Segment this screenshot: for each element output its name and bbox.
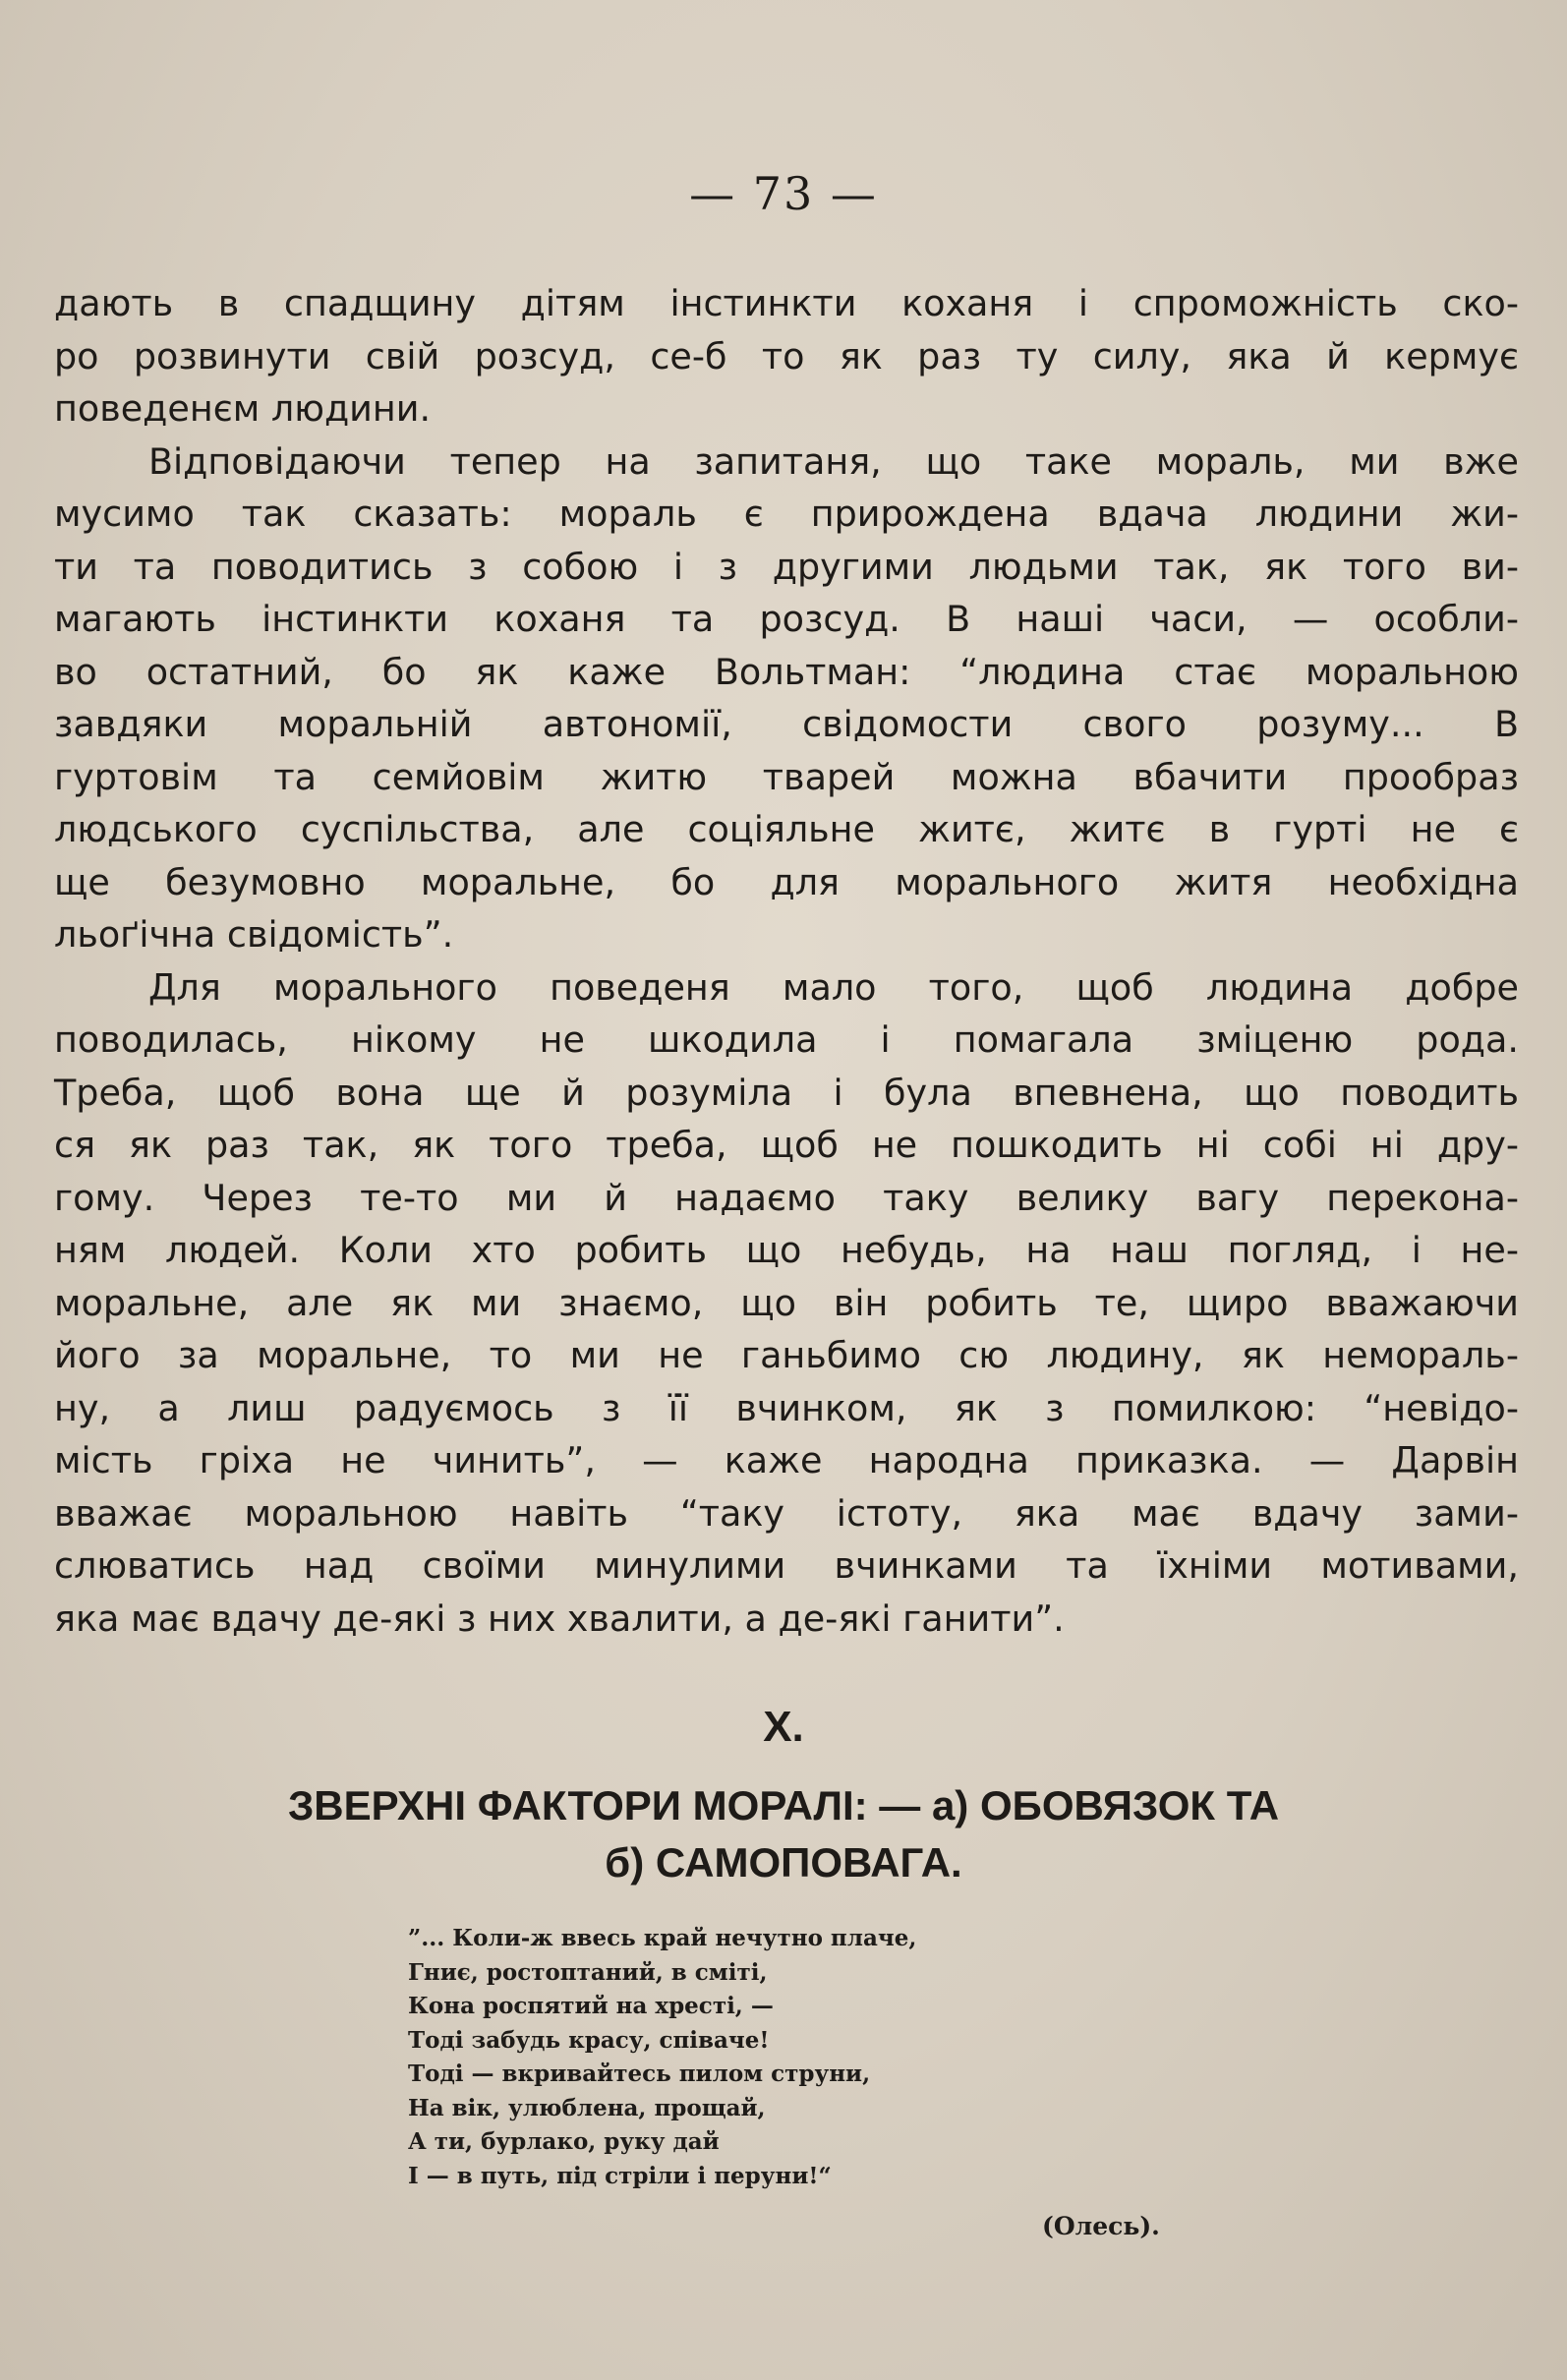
paragraph-1	[54, 277, 1519, 435]
text-line: моральне, але як ми знаємо, що він робить те, щиро вважаючи	[54, 1281, 1519, 1324]
epigraph-line: Кона роспятий на хресті, —	[408, 1993, 774, 2019]
body-text	[54, 277, 1519, 1645]
epigraph-line: ”... Коли-ж ввесь край нечутно плаче,	[408, 1925, 917, 1951]
text-line: яка має вдачу де-які з них хвалити, а де-які ганити”.	[54, 1596, 1065, 1640]
epigraph	[408, 1922, 1096, 2193]
epigraph-line: Тоді — вкривайтесь пилом струни,	[408, 2061, 871, 2087]
text-line: ням людей. Коли хто робить що небудь, на наш погляд, і не-	[54, 1229, 1519, 1271]
chapter-title	[0, 1777, 1567, 1891]
epigraph-line: Тоді забудь красу, співаче!	[408, 2026, 770, 2054]
text-line: гому. Через те-то ми й надаємо таку велику вагу переконa-	[54, 1176, 1519, 1219]
chapter-title-line: б) САМОПОВАГА.	[605, 1839, 962, 1886]
epigraph-line: На вік, улюблена, прощай,	[408, 2094, 766, 2121]
text-line: завдяки моральній автономії, свідомости свого розуму... В	[54, 703, 1519, 745]
text-line: Для морального поведеня мало того, щоб людина добре	[148, 965, 1519, 1009]
text-line: вважає моральною навіть “таку істоту, яка має вдачу зами-	[54, 1491, 1519, 1535]
text-line: поводилась, нікому не шкодила і помагала зміценю рода.	[54, 1018, 1519, 1061]
text-line: поведенєм людини.	[54, 387, 432, 430]
paragraph-2	[54, 435, 1519, 961]
text-line: ще безумовно моральне, бо для морального житя необхідна	[54, 860, 1519, 903]
text-line: дають в спадщину дітям інстинкти коханя і спроможність ско-	[54, 282, 1519, 324]
text-line: слюватись над своїми минулими вчинками та їхніми мотивами,	[54, 1544, 1519, 1587]
text-line: ну, а лиш радуємось з її вчинком, як з помилкою: “невідо-	[54, 1386, 1519, 1429]
text-line: во остатний, бо як каже Вольтман: “людина стає моральною	[54, 650, 1519, 693]
epigraph-line: Гниє, ростоптаний, в сміті,	[408, 1958, 768, 1986]
chapter-number: X.	[763, 1703, 804, 1751]
epigraph-line: А ти, бурлако, руку дай	[408, 2128, 720, 2155]
text-line: людського суспільства, але соціяльне житє, житє в гурті не є	[54, 808, 1519, 850]
text-line: Треба, щоб вона ще й розуміла і була впевнена, що поводить	[54, 1071, 1519, 1114]
chapter-title-line: ЗВЕРХНІ ФАКТОРИ МОРАЛІ: — а) ОБОВЯЗОК ТА	[287, 1782, 1280, 1829]
paragraph-3	[54, 961, 1519, 1646]
text-line: Відповідаючи тепер на запитаня, що таке мораль, ми вже	[148, 439, 1519, 483]
text-line: мусимо так сказать: мораль є прирождена вдача людини жи-	[54, 493, 1519, 535]
text-line: його за моральне, то ми не ганьбимо сю людину, як неморaль-	[54, 1334, 1519, 1376]
text-line: льоґічна свідомість”.	[54, 913, 454, 956]
text-line: мість гріха не чинить”, — каже народна приказка. — Дарвін	[54, 1439, 1519, 1481]
text-line: магають інстинкти коханя та розсуд. В наші часи, — особли-	[54, 598, 1519, 640]
text-line: ро розвинути свій розсуд, се-б то як раз ту силу, яка й кермує	[54, 334, 1519, 377]
text-line: гуртовім та семйовім житю тварей можна вбачити прообраз	[54, 755, 1519, 798]
epigraph-author: (Олесь).	[1042, 2212, 1160, 2240]
epigraph-line: І — в путь, під стріли і перуни!“	[408, 2162, 832, 2189]
page-number: — 73 —	[689, 167, 878, 220]
text-line: ти та поводитись з собою і з другими людьми так, як того ви-	[54, 545, 1519, 588]
text-line: ся як раз так, як того треба, щоб не пошкодить ні собі ні дру-	[54, 1124, 1519, 1166]
